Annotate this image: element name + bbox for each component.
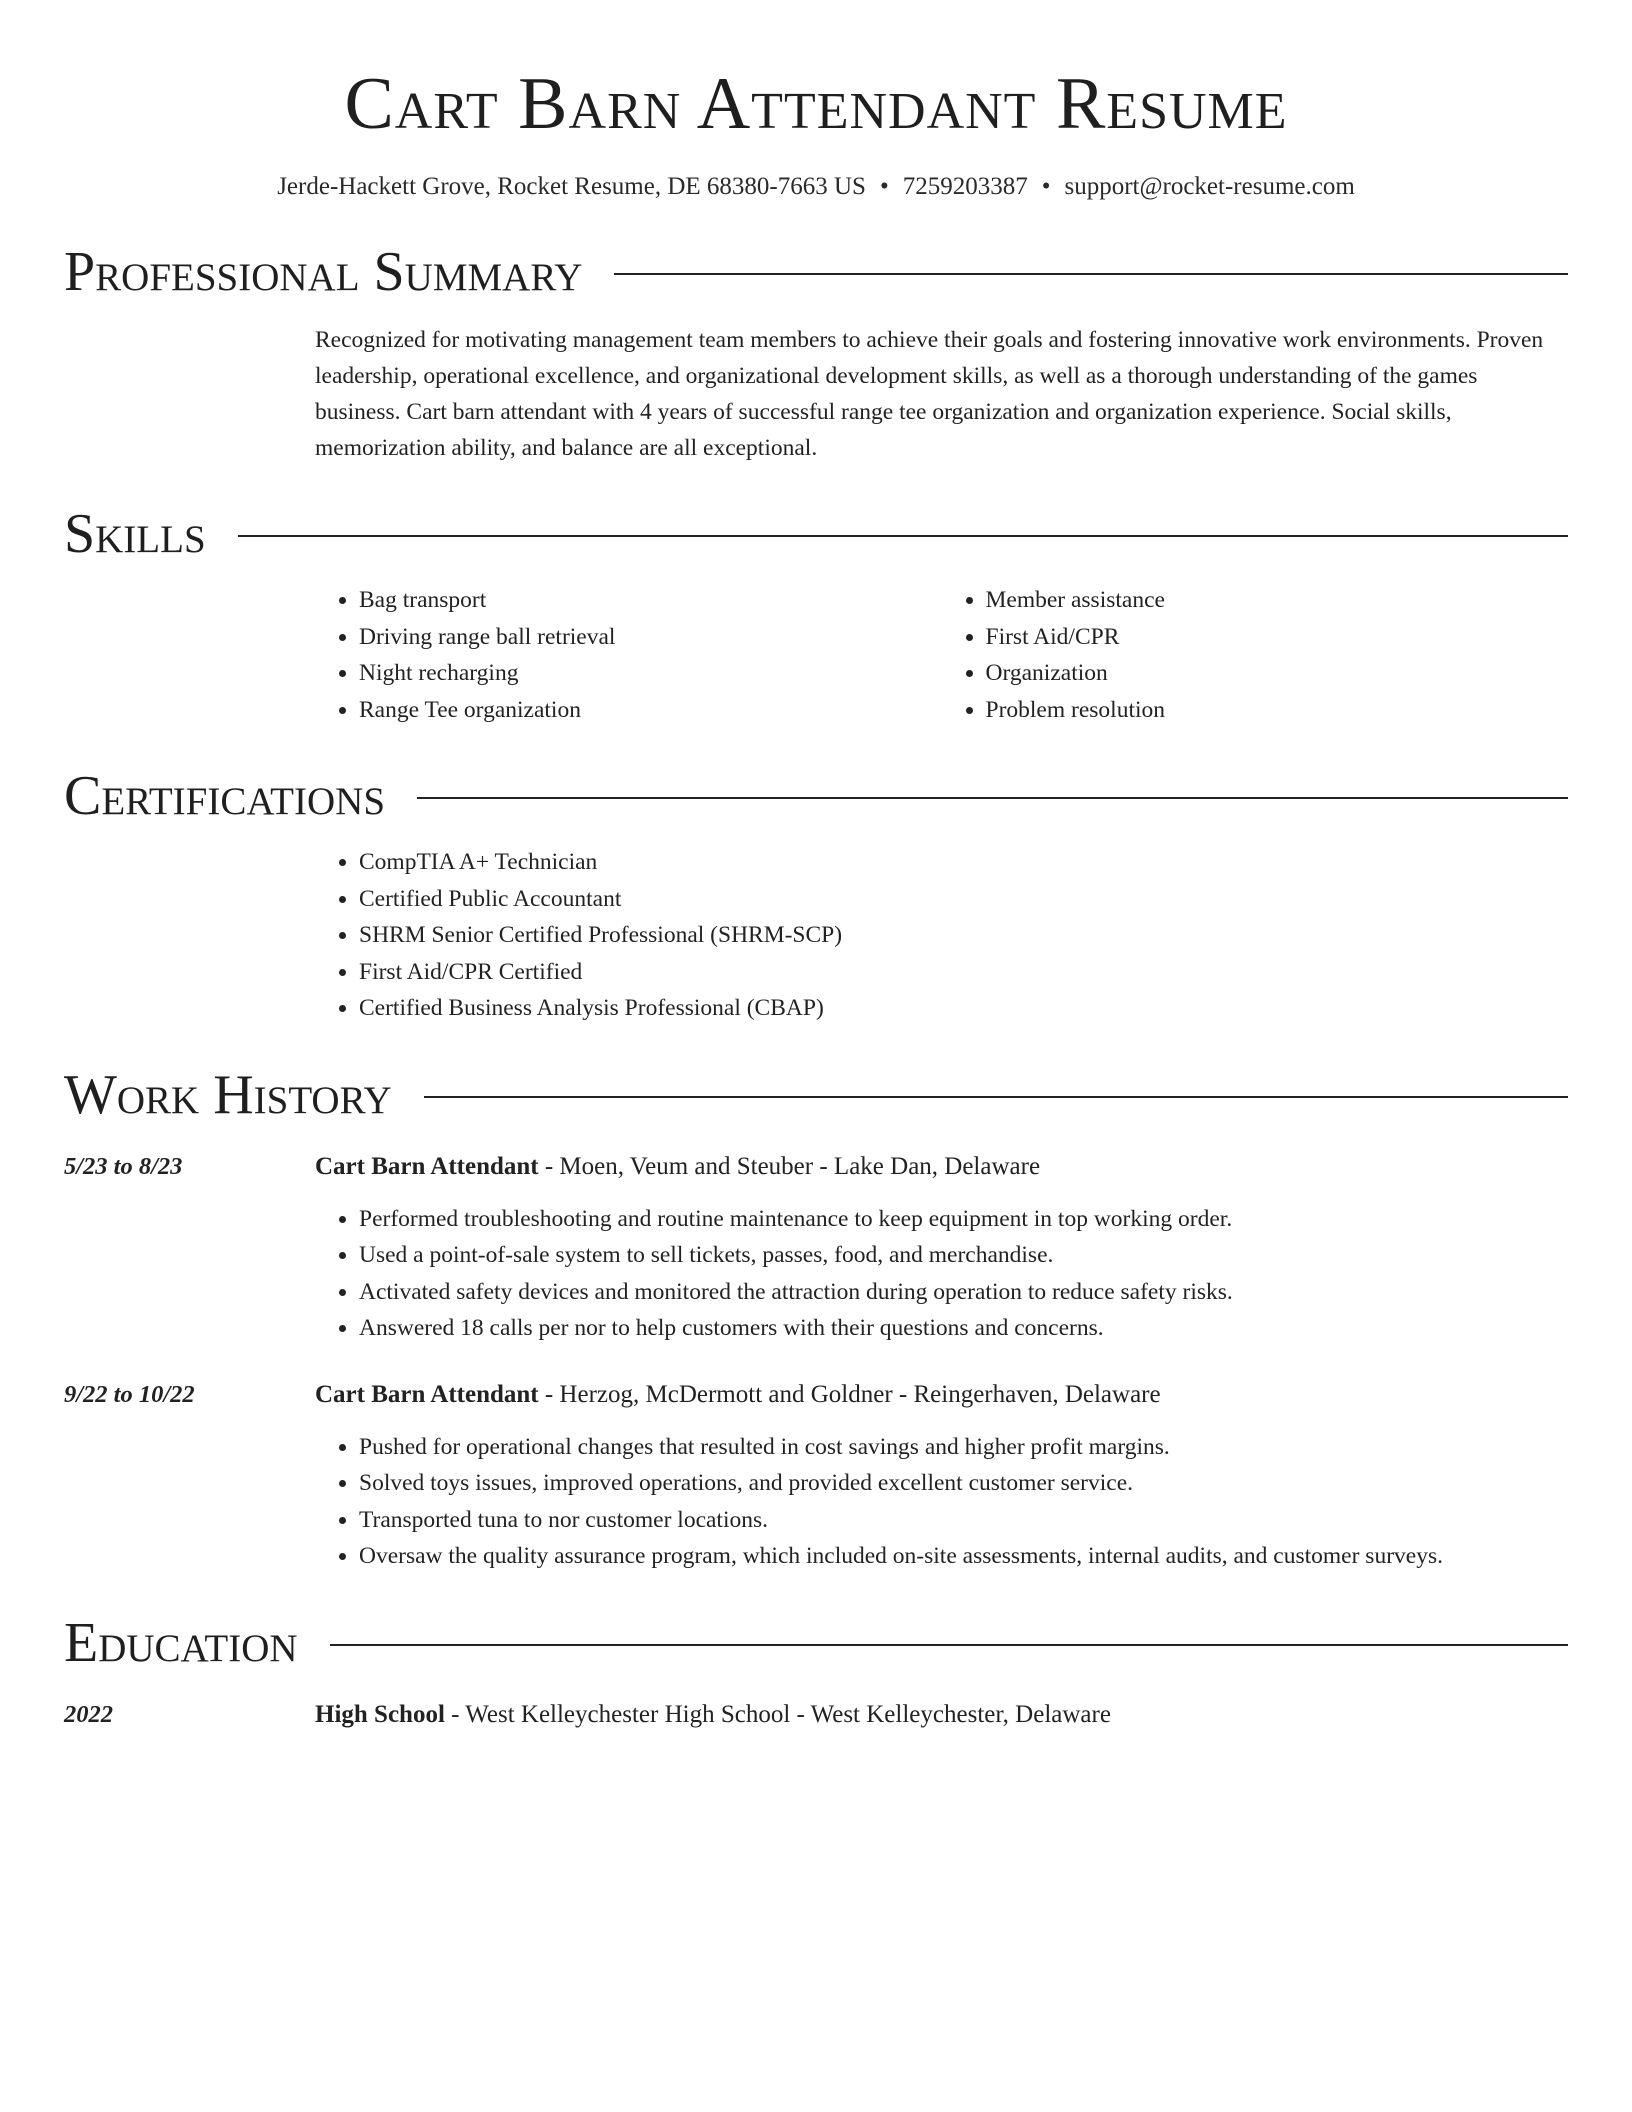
- resume-page: [64, 0, 1568, 1733]
- job-bullets: [315, 1201, 1568, 1347]
- section-divider: [238, 535, 1568, 537]
- skills-heading: Skills: [64, 503, 206, 565]
- skill-item: • Problem resolution: [986, 692, 1569, 729]
- contact-email: support@rocket-resume.com: [1064, 173, 1355, 200]
- work-dates: 9/22 to 10/22: [64, 1380, 195, 1408]
- skills-section: [315, 582, 1568, 728]
- summary-heading: Professional Summary: [64, 241, 583, 303]
- skill-item: • Range Tee organization: [359, 692, 942, 729]
- education-school-location: - West Kelleychester High School - West Kelleychester, Delaware: [444, 1700, 1111, 1728]
- certifications-list: [315, 844, 1568, 1027]
- contact-separator: •: [879, 173, 889, 200]
- work-entry: [64, 1149, 1568, 1347]
- job-bullet: • Pushed for operational changes that resulted in cost savings and higher profit margins.: [359, 1429, 1568, 1466]
- certifications-section: [315, 844, 1568, 1027]
- job-bullet: • Performed troubleshooting and routine maintenance to keep equipment in top working order.: [359, 1201, 1568, 1238]
- job-bullet: • Oversaw the quality assurance program, which included on-site assessments, internal audits, and customer surveys.: [359, 1538, 1568, 1575]
- skill-item: • Driving range ball retrieval: [359, 619, 942, 656]
- work-section-header: [64, 1065, 1568, 1125]
- section-divider: [614, 273, 1568, 275]
- contact-line: [64, 170, 1568, 204]
- work-title-line: [315, 1377, 1568, 1413]
- skills-list-left: [315, 582, 942, 728]
- job-title: Cart Barn Attendant: [315, 1152, 539, 1180]
- skill-item: • Member assistance: [986, 582, 1569, 619]
- education-heading: Education: [64, 1611, 298, 1674]
- education-entry-body: [315, 1697, 1568, 1733]
- job-bullet: • Answered 18 calls per nor to help customers with their questions and concerns.: [359, 1310, 1568, 1347]
- education-line: [315, 1697, 1568, 1733]
- education-entry: [64, 1697, 1568, 1733]
- work-dates: 5/23 to 8/23: [64, 1152, 183, 1180]
- job-employer-location: - Herzog, McDermott and Goldner - Reingerhaven, Delaware: [538, 1380, 1161, 1408]
- job-bullet: • Transported tuna to nor customer locations.: [359, 1502, 1568, 1539]
- summary-section-header: [64, 242, 1568, 302]
- education-section-header: [64, 1613, 1568, 1673]
- section-divider: [330, 1644, 1568, 1646]
- certifications-heading: Certifications: [64, 765, 386, 827]
- certifications-section-header: [64, 766, 1568, 826]
- contact-address: Jerde-Hackett Grove, Rocket Resume, DE 68380-7663 US: [277, 173, 866, 200]
- section-divider: [417, 797, 1568, 799]
- skills-section-header: [64, 504, 1568, 564]
- summary-section: [315, 322, 1568, 466]
- contact-separator: •: [1041, 173, 1051, 200]
- skill-item: • Night recharging: [359, 655, 942, 692]
- skills-grid: [315, 582, 1568, 728]
- certification-item: • Certified Public Accountant: [359, 881, 1568, 918]
- summary-text: Recognized for motivating management team members to achieve their goals and fostering innovative work environments. Proven leadership, operational excellence, and organizational development skills, as well as a thorough understanding of the games business. Cart barn attendant with 4 years of successful range tee organization and organization experience. Social skills, memorization ability, and balance are all exceptional.: [315, 327, 1544, 461]
- work-entry: [64, 1377, 1568, 1575]
- job-bullet: • Activated safety devices and monitored the attraction during operation to reduce safety risks.: [359, 1274, 1568, 1311]
- certification-item: • CompTIA A+ Technician: [359, 844, 1568, 881]
- job-bullets: [315, 1429, 1568, 1575]
- certification-item: • First Aid/CPR Certified: [359, 954, 1568, 991]
- skill-item: • Organization: [986, 655, 1569, 692]
- skill-item: • Bag transport: [359, 582, 942, 619]
- work-title-line: [315, 1149, 1568, 1185]
- job-employer-location: - Moen, Veum and Steuber - Lake Dan, Delaware: [538, 1152, 1041, 1180]
- certification-item: • Certified Business Analysis Professional (CBAP): [359, 990, 1568, 1027]
- education-degree: High School: [315, 1700, 445, 1728]
- skills-list-right: [942, 582, 1569, 728]
- work-entry-body: [315, 1149, 1568, 1347]
- resume-title: Cart Barn Attendant Resume: [344, 63, 1288, 145]
- skill-item: • First Aid/CPR: [986, 619, 1569, 656]
- job-bullet: • Solved toys issues, improved operations, and provided excellent customer service.: [359, 1465, 1568, 1502]
- contact-phone: 7259203387: [902, 173, 1028, 200]
- certification-item: • SHRM Senior Certified Professional (SHRM-SCP): [359, 917, 1568, 954]
- section-divider: [424, 1096, 1568, 1098]
- education-year: 2022: [64, 1700, 113, 1728]
- job-bullet: • Used a point-of-sale system to sell tickets, passes, food, and merchandise.: [359, 1237, 1568, 1274]
- job-title: Cart Barn Attendant: [315, 1380, 539, 1408]
- work-heading: Work History: [64, 1063, 392, 1126]
- work-entry-body: [315, 1377, 1568, 1575]
